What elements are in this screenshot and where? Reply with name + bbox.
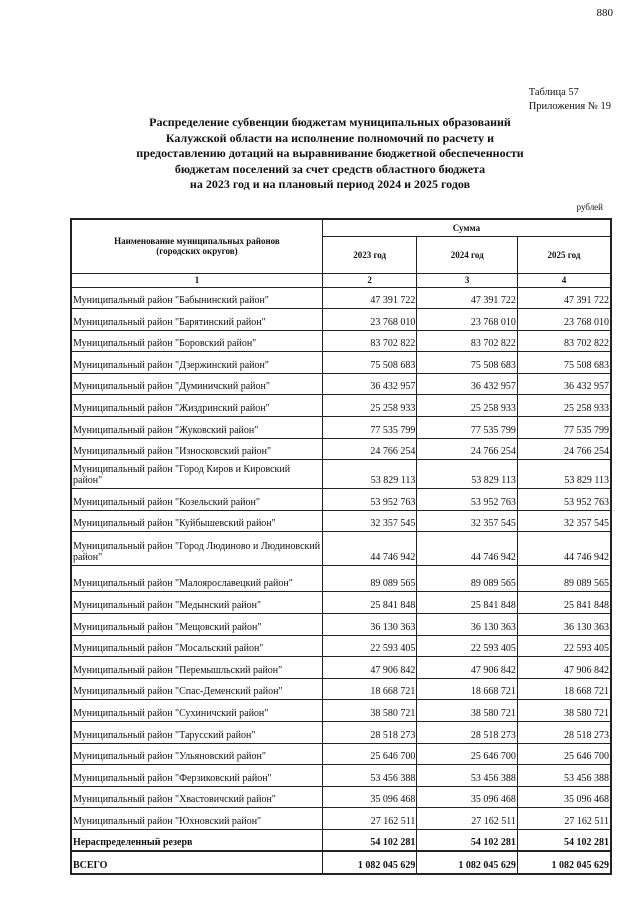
amount-2025: 83 702 822 bbox=[517, 330, 611, 352]
table-row bbox=[71, 287, 611, 309]
subvention-table bbox=[70, 218, 612, 875]
table-row bbox=[71, 489, 611, 511]
amount-2023: 47 906 842 bbox=[322, 657, 417, 679]
table-row bbox=[71, 614, 611, 636]
amount-2025: 47 391 722 bbox=[517, 287, 611, 309]
amount-2023: 75 508 683 bbox=[322, 352, 417, 374]
district-name: Муниципальный район "Малоярославецкий район" bbox=[71, 566, 322, 592]
amount-2023: 83 702 822 bbox=[322, 330, 417, 352]
table-label: Таблица 57 bbox=[528, 87, 579, 98]
amount-2025: 25 258 933 bbox=[517, 395, 611, 417]
district-name: Муниципальный район "Юхновский район" bbox=[71, 808, 322, 830]
amount-2024: 77 535 799 bbox=[417, 417, 518, 439]
document-title bbox=[60, 115, 600, 193]
amount-2023: 1 082 045 629 bbox=[322, 851, 417, 874]
amount-2023: 44 746 942 bbox=[322, 532, 417, 566]
table-row bbox=[71, 460, 611, 489]
amount-2025: 18 668 721 bbox=[517, 678, 611, 700]
table-row bbox=[71, 510, 611, 532]
amount-2025: 36 130 363 bbox=[517, 614, 611, 636]
amount-2023: 24 766 254 bbox=[322, 438, 417, 460]
amount-2025: 25 841 848 bbox=[517, 592, 611, 614]
amount-2025: 44 746 942 bbox=[517, 532, 611, 566]
amount-2024: 53 456 388 bbox=[417, 765, 518, 787]
amount-2025: 75 508 683 bbox=[517, 352, 611, 374]
amount-2025: 24 766 254 bbox=[517, 438, 611, 460]
title-line: бюджетам поселений за счет средств областного бюджета bbox=[174, 161, 486, 176]
amount-2025: 28 518 273 bbox=[517, 722, 611, 744]
table-row bbox=[71, 309, 611, 331]
amount-2024: 47 391 722 bbox=[417, 287, 518, 309]
amount-2024: 36 130 363 bbox=[417, 614, 518, 636]
amount-2023: 47 391 722 bbox=[322, 287, 417, 309]
col-number: 4 bbox=[517, 273, 611, 287]
amount-2023: 89 089 565 bbox=[322, 566, 417, 592]
district-name: Муниципальный район "Жуковский район" bbox=[71, 417, 322, 439]
amount-2023: 22 593 405 bbox=[322, 635, 417, 657]
appendix-label: Приложения № 19 bbox=[528, 101, 611, 112]
amount-2024: 53 952 763 bbox=[417, 489, 518, 511]
district-name: Муниципальный район "Боровский район" bbox=[71, 330, 322, 352]
district-name: Муниципальный район "Медынский район" bbox=[71, 592, 322, 614]
table-row bbox=[71, 808, 611, 830]
amount-2024: 1 082 045 629 bbox=[417, 851, 518, 874]
district-name: Муниципальный район "Ульяновский район" bbox=[71, 743, 322, 765]
amount-2023: 28 518 273 bbox=[322, 722, 417, 744]
amount-2023: 54 102 281 bbox=[322, 829, 417, 851]
district-name: Муниципальный район "Спас-Деменский район" bbox=[71, 678, 322, 700]
table-row bbox=[71, 438, 611, 460]
amount-2025: 47 906 842 bbox=[517, 657, 611, 679]
title-line: Калужской области на исполнение полномочий по расчету и bbox=[165, 130, 495, 145]
amount-2023: 53 829 113 bbox=[322, 460, 417, 489]
header-name-column: Наименование муниципальных районов (городских округов) bbox=[71, 219, 322, 273]
amount-2025: 32 357 545 bbox=[517, 510, 611, 532]
amount-2024: 36 432 957 bbox=[417, 373, 518, 395]
table-row bbox=[71, 373, 611, 395]
units-label: рублей bbox=[576, 202, 603, 212]
table-row bbox=[71, 395, 611, 417]
amount-2024: 27 162 511 bbox=[417, 808, 518, 830]
table-row bbox=[71, 829, 611, 851]
amount-2023: 36 130 363 bbox=[322, 614, 417, 636]
table-row bbox=[71, 417, 611, 439]
district-name: Муниципальный район "Думиничский район" bbox=[71, 373, 322, 395]
amount-2024: 47 906 842 bbox=[417, 657, 518, 679]
amount-2024: 32 357 545 bbox=[417, 510, 518, 532]
amount-2024: 53 829 113 bbox=[417, 460, 518, 489]
district-name: Муниципальный район "Износковский район" bbox=[71, 438, 322, 460]
amount-2023: 25 841 848 bbox=[322, 592, 417, 614]
district-name: Муниципальный район "Город Киров и Кировский район" bbox=[71, 460, 322, 489]
district-name: Муниципальный район "Мещовский район" bbox=[71, 614, 322, 636]
table-row bbox=[71, 657, 611, 679]
amount-2024: 25 841 848 bbox=[417, 592, 518, 614]
district-name: Муниципальный район "Город Людиново и Людиновский район" bbox=[71, 532, 322, 566]
table-row bbox=[71, 678, 611, 700]
district-name: Муниципальный район "Дзержинский район" bbox=[71, 352, 322, 374]
header-year-2025: 2025 год bbox=[517, 236, 611, 273]
district-name: Муниципальный район "Барятинский район" bbox=[71, 309, 322, 331]
amount-2023: 35 096 468 bbox=[322, 786, 417, 808]
amount-2024: 25 258 933 bbox=[417, 395, 518, 417]
amount-2025: 89 089 565 bbox=[517, 566, 611, 592]
amount-2024: 23 768 010 bbox=[417, 309, 518, 331]
title-line: Распределение субвенции бюджетам муниципальных образований bbox=[149, 115, 511, 129]
amount-2025: 36 432 957 bbox=[517, 373, 611, 395]
amount-2023: 27 162 511 bbox=[322, 808, 417, 830]
amount-2023: 23 768 010 bbox=[322, 309, 417, 331]
table-caption bbox=[529, 86, 611, 114]
amount-2024: 18 668 721 bbox=[417, 678, 518, 700]
table-row bbox=[71, 330, 611, 352]
amount-2025: 35 096 468 bbox=[517, 786, 611, 808]
amount-2023: 25 646 700 bbox=[322, 743, 417, 765]
amount-2024: 24 766 254 bbox=[417, 438, 518, 460]
amount-2024: 38 580 721 bbox=[417, 700, 518, 722]
district-name: Муниципальный район "Тарусский район" bbox=[71, 722, 322, 744]
amount-2024: 44 746 942 bbox=[417, 532, 518, 566]
table-row bbox=[71, 635, 611, 657]
district-name: Муниципальный район "Куйбышевский район" bbox=[71, 510, 322, 532]
header-year-2024: 2024 год bbox=[417, 236, 518, 273]
district-name: Муниципальный район "Козельский район" bbox=[71, 489, 322, 511]
district-name: Муниципальный район "Бабынинский район" bbox=[71, 287, 322, 309]
amount-2024: 75 508 683 bbox=[417, 352, 518, 374]
amount-2023: 77 535 799 bbox=[322, 417, 417, 439]
table-row bbox=[71, 765, 611, 787]
page-number: 880 bbox=[596, 7, 613, 19]
total-row bbox=[71, 851, 611, 874]
table-row bbox=[71, 786, 611, 808]
amount-2023: 36 432 957 bbox=[322, 373, 417, 395]
amount-2023: 38 580 721 bbox=[322, 700, 417, 722]
title-line: на 2023 год и на плановый период 2024 и 2025 годов bbox=[189, 177, 471, 191]
amount-2025: 23 768 010 bbox=[517, 309, 611, 331]
amount-2025: 1 082 045 629 bbox=[517, 851, 611, 874]
table-row bbox=[71, 592, 611, 614]
amount-2023: 32 357 545 bbox=[322, 510, 417, 532]
amount-2023: 53 456 388 bbox=[322, 765, 417, 787]
header-sum: Сумма bbox=[322, 219, 611, 236]
amount-2025: 22 593 405 bbox=[517, 635, 611, 657]
amount-2024: 35 096 468 bbox=[417, 786, 518, 808]
table-row bbox=[71, 722, 611, 744]
amount-2023: 18 668 721 bbox=[322, 678, 417, 700]
district-name: ВСЕГО bbox=[71, 851, 322, 874]
amount-2023: 53 952 763 bbox=[322, 489, 417, 511]
table-row bbox=[71, 352, 611, 374]
table-row bbox=[71, 566, 611, 592]
amount-2025: 77 535 799 bbox=[517, 417, 611, 439]
amount-2024: 22 593 405 bbox=[417, 635, 518, 657]
district-name: Муниципальный район "Перемышльский район" bbox=[71, 657, 322, 679]
amount-2024: 54 102 281 bbox=[417, 829, 518, 851]
title-line: предоставлению дотаций на выравнивание бюджетной обеспеченности bbox=[136, 146, 524, 160]
amount-2025: 53 829 113 bbox=[517, 460, 611, 489]
col-number: 2 bbox=[322, 273, 417, 287]
amount-2024: 83 702 822 bbox=[417, 330, 518, 352]
amount-2025: 54 102 281 bbox=[517, 829, 611, 851]
table-row bbox=[71, 532, 611, 566]
table-row bbox=[71, 700, 611, 722]
district-name: Муниципальный район "Ферзиковский район" bbox=[71, 765, 322, 787]
district-name: Муниципальный район "Жиздринский район" bbox=[71, 395, 322, 417]
amount-2024: 89 089 565 bbox=[417, 566, 518, 592]
amount-2024: 25 646 700 bbox=[417, 743, 518, 765]
amount-2024: 28 518 273 bbox=[417, 722, 518, 744]
district-name: Муниципальный район "Сухиничский район" bbox=[71, 700, 322, 722]
amount-2025: 38 580 721 bbox=[517, 700, 611, 722]
col-number: 1 bbox=[71, 273, 322, 287]
district-name: Муниципальный район "Хвастовичский район" bbox=[71, 786, 322, 808]
amount-2023: 25 258 933 bbox=[322, 395, 417, 417]
col-number: 3 bbox=[417, 273, 518, 287]
amount-2025: 25 646 700 bbox=[517, 743, 611, 765]
amount-2025: 53 952 763 bbox=[517, 489, 611, 511]
header-year-2023: 2023 год bbox=[322, 236, 417, 273]
district-name: Муниципальный район "Мосальский район" bbox=[71, 635, 322, 657]
district-name: Нераспределенный резерв bbox=[71, 829, 322, 851]
amount-2025: 53 456 388 bbox=[517, 765, 611, 787]
table-row bbox=[71, 743, 611, 765]
amount-2025: 27 162 511 bbox=[517, 808, 611, 830]
